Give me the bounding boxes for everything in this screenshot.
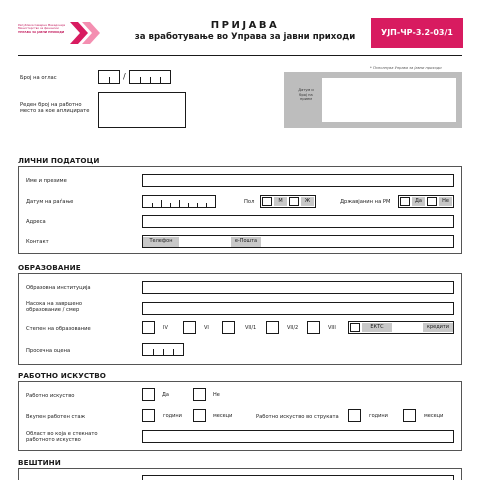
degree-iv-checkbox[interactable] xyxy=(142,321,155,334)
degree-vii2-checkbox[interactable] xyxy=(266,321,279,334)
field-exp-label: Работно искуство во струката xyxy=(256,414,339,420)
citizen-selector xyxy=(398,195,454,208)
name-input[interactable] xyxy=(142,174,454,187)
office-box xyxy=(284,72,462,128)
ects-checkbox[interactable] xyxy=(350,323,360,332)
total-months-label: месеци xyxy=(213,413,233,419)
name-label: Име и презиме xyxy=(26,178,67,184)
sex-m-label: М xyxy=(274,197,287,206)
skills-section-title: ВЕШТИНИ xyxy=(18,458,61,467)
major-label: Насока на завршено образование / смер xyxy=(26,301,83,314)
citizen-label: Државјанин на РМ xyxy=(340,199,391,205)
personal-section-title: ЛИЧНИ ПОДАТОЦИ xyxy=(18,156,100,165)
email-label: е-Пошта xyxy=(231,237,261,247)
degree-viii-checkbox[interactable] xyxy=(307,321,320,334)
phone-input[interactable] xyxy=(180,236,230,247)
ects-row xyxy=(348,321,454,334)
position-input[interactable] xyxy=(98,92,186,128)
degree-vii1-label: VII/1 xyxy=(245,325,257,331)
institution-label: Образовна институција xyxy=(26,285,91,291)
degree-vii2-label: VII/2 xyxy=(287,325,299,331)
exp-no-checkbox[interactable] xyxy=(193,388,206,401)
office-note: * Пополнува Управа за јавни приходи xyxy=(370,66,442,70)
citizen-no-label: Не xyxy=(439,197,452,206)
institution-input[interactable] xyxy=(142,281,454,294)
degree-iv-label: IV xyxy=(163,325,168,331)
skills-input[interactable] xyxy=(142,475,454,480)
total-exp-label: Вкупен работен стаж xyxy=(26,414,86,420)
citizen-yes-label: Да xyxy=(412,197,425,206)
degree-label: Степен на образование xyxy=(26,326,91,332)
sex-m-checkbox[interactable] xyxy=(262,197,272,206)
field-years-label: години xyxy=(369,413,388,419)
major-input[interactable] xyxy=(142,302,454,315)
ects-credits-input[interactable] xyxy=(394,322,422,333)
exp-yes-label: Да xyxy=(162,392,169,398)
field-years-input[interactable] xyxy=(348,409,361,422)
phone-label: Телефон xyxy=(143,237,179,247)
total-years-label: години xyxy=(163,413,182,419)
date-received-label: Датум и број на прием xyxy=(298,88,314,102)
degree-viii-label: VIII xyxy=(328,325,336,331)
field-months-input[interactable] xyxy=(403,409,416,422)
address-label: Адреса xyxy=(26,219,46,225)
header-divider xyxy=(18,55,462,56)
exp-no-label: Не xyxy=(213,392,220,398)
experience-section-title: РАБОТНО ИСКУСТВО xyxy=(18,371,107,380)
degree-vii1-checkbox[interactable] xyxy=(222,321,235,334)
degree-vi-label: VI xyxy=(204,325,209,331)
sex-label: Пол xyxy=(244,199,255,205)
position-label: Реден број на работно место за кое аплицирате xyxy=(20,102,90,115)
dob-label: Датум на раѓање xyxy=(26,199,74,205)
sex-f-label: Ж xyxy=(301,197,314,206)
logo-text: Република Северна Македонија Министерство за финансии УПРАВА ЗА ЈАВНИ ПРИХОДИ xyxy=(18,23,66,34)
citizen-yes-checkbox[interactable] xyxy=(400,197,410,206)
contact-label: Контакт xyxy=(26,239,49,245)
date-received-input[interactable] xyxy=(322,78,456,122)
logo-chevrons-icon xyxy=(70,22,102,44)
ad-number-label: Број на оглас xyxy=(20,75,57,81)
gpa-input[interactable] xyxy=(142,343,184,356)
area-exp-input[interactable] xyxy=(142,430,454,443)
contact-row xyxy=(142,235,454,248)
total-months-input[interactable] xyxy=(193,409,206,422)
degree-vi-checkbox[interactable] xyxy=(183,321,196,334)
ad-number-input-a[interactable] xyxy=(98,70,120,84)
email-input[interactable] xyxy=(262,236,453,247)
sex-f-checkbox[interactable] xyxy=(289,197,299,206)
citizen-no-checkbox[interactable] xyxy=(427,197,437,206)
gpa-label: Просечна оцена xyxy=(26,348,71,354)
ad-number-input-b[interactable] xyxy=(129,70,171,84)
field-months-label: месеци xyxy=(424,413,444,419)
logo xyxy=(18,22,102,44)
dob-input[interactable] xyxy=(142,195,216,208)
ad-number-separator: / xyxy=(123,72,126,81)
exp-yes-checkbox[interactable] xyxy=(142,388,155,401)
sex-selector xyxy=(260,195,316,208)
credits-label: кредити xyxy=(423,323,453,332)
area-exp-label: Област во која е стекнато работното искуство xyxy=(26,431,98,444)
form-code: УЈП-ЧР-3.2-03/1 xyxy=(371,18,463,48)
has-exp-label: Работно искуство xyxy=(26,393,75,399)
form-subtitle: за вработување во Управа за јавни приходи xyxy=(134,32,356,42)
form-title: ПРИЈАВА xyxy=(210,20,280,31)
ects-label: ЕКТС xyxy=(362,323,392,332)
education-section-title: ОБРАЗОВАНИЕ xyxy=(18,263,81,272)
address-input[interactable] xyxy=(142,215,454,228)
total-years-input[interactable] xyxy=(142,409,155,422)
